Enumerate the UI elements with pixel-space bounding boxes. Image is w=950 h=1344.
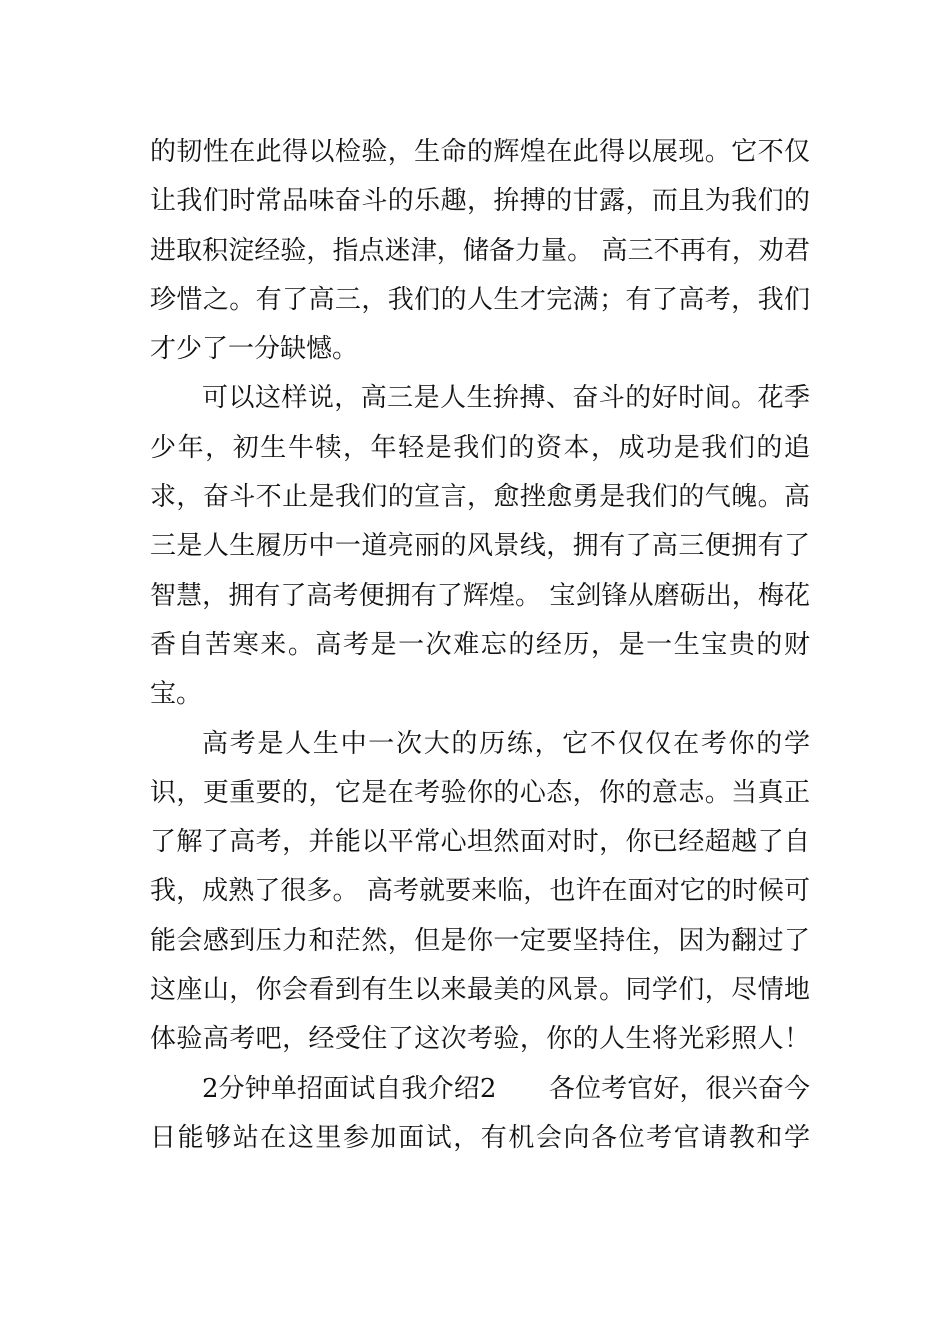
text-line: 珍惜之。有了高三，我们的人生才完满；有了高考，我们 (150, 284, 810, 315)
text-line: 了解了高考，并能以平常心坦然面对时，你已经超越了自 (150, 827, 810, 858)
paragraph-start-line: 可以这样说，高三是人生拚搏、奋斗的好时间。花季 (202, 383, 810, 414)
text-line: 这座山，你会看到有生以来最美的风景。同学们，尽情地 (150, 975, 810, 1006)
paragraph-start-line: 2分钟单招面试自我介绍2 各位考官好，很兴奋今 (202, 1073, 810, 1104)
text-line: 的韧性在此得以检验，生命的辉煌在此得以展现。它不仅 (150, 137, 810, 167)
text-line: 能会感到压力和茫然，但是你一定要坚持住，因为翻过了 (150, 925, 810, 956)
text-line: 体验高考吧，经受住了这次考验，你的人生将光彩照人！ (150, 1024, 810, 1055)
text-line: 识，更重要的，它是在考验你的心态，你的意志。当真正 (150, 777, 810, 808)
text-line: 少年，初生牛犊，年轻是我们的资本，成功是我们的追 (150, 432, 810, 463)
text-line: 香自苦寒来。高考是一次难忘的经历，是一生宝贵的财 (150, 629, 810, 660)
text-line: 智慧，拥有了高考便拥有了辉煌。 宝剑锋从磨砺出，梅花 (150, 580, 810, 611)
text-line: 日能够站在这里参加面试，有机会向各位考官请教和学 (150, 1122, 810, 1153)
paragraph-start-line: 高考是人生中一次大的历练，它不仅仅在考你的学 (202, 728, 810, 759)
text-line: 我，成熟了很多。 高考就要来临，也许在面对它的时候可 (150, 876, 810, 907)
text-line: 进取积淀经验，指点迷津，储备力量。 高三不再有，劝君 (150, 235, 810, 266)
text-line: 让我们时常品味奋斗的乐趣，拚搏的甘露，而且为我们的 (150, 186, 810, 217)
text-line: 才少了一分缺憾。 (150, 334, 359, 365)
text-line: 宝。 (150, 679, 203, 710)
text-line: 三是人生履历中一道亮丽的风景线，拥有了高三便拥有了 (150, 531, 810, 562)
text-line: 求，奋斗不止是我们的宣言，愈挫愈勇是我们的气魄。高 (150, 482, 810, 513)
body-text (150, 128, 810, 1163)
